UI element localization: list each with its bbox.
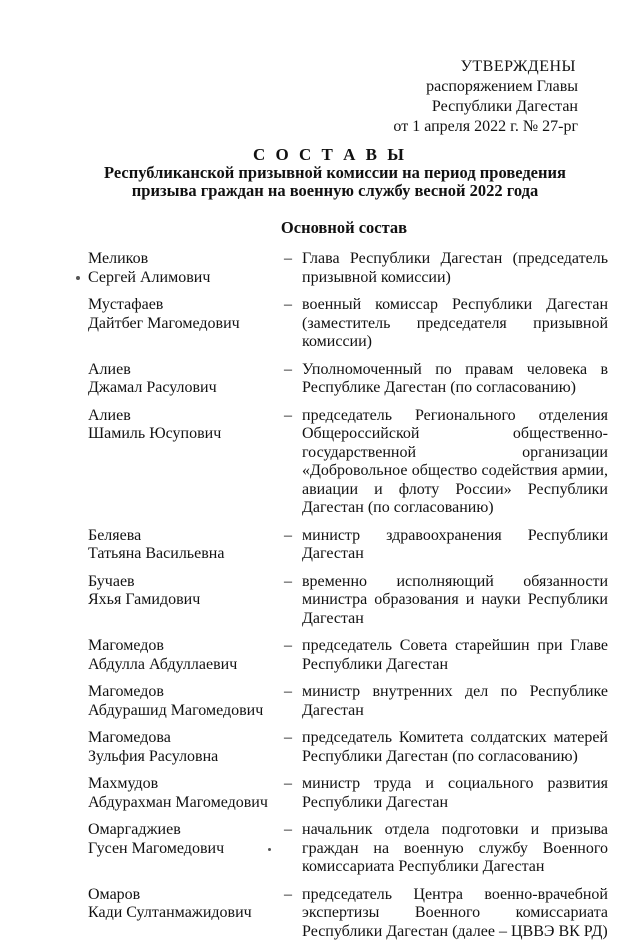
member-name	[88, 729, 284, 766]
member-role: председатель Регионального отделения Общероссийской общественно-государственной организации «Добровольное общество содействия армии, авиации и флоту России» Республики Дагестан (по согласованию)	[302, 406, 608, 516]
member-name	[88, 775, 284, 812]
member-role: военный комиссар Республики Дагестан (заместитель председателя призывной комиссии)	[302, 296, 608, 350]
member-surname: Омаргаджиев	[88, 821, 181, 838]
member-row	[88, 573, 608, 629]
member-given-names: Зульфия Расуловна	[88, 747, 219, 765]
section-title: Основной состав	[280, 218, 408, 237]
member-name	[88, 683, 284, 720]
dash-separator: –	[284, 572, 292, 590]
member-given-names: Абдулла Абдуллаевич	[88, 655, 238, 673]
dash-separator: –	[284, 775, 292, 792]
member-role: Уполномоченный по правам человека в Республике Дагестан (по согласованию)	[302, 360, 608, 396]
member-surname: Магомедов	[88, 637, 164, 654]
member-name	[88, 296, 284, 352]
dash-separator: –	[284, 821, 292, 838]
member-row	[88, 886, 608, 942]
member-given-names: Кади Султанмажидович	[88, 904, 252, 921]
member-role: Глава Республики Дагестан (председатель призывной комиссии)	[302, 250, 608, 286]
member-row	[88, 250, 608, 287]
member-row	[88, 821, 608, 877]
member-surname: Магомедова	[88, 729, 171, 746]
dash-separator: –	[284, 526, 292, 544]
member-surname: Беляева	[88, 526, 142, 544]
member-name	[88, 637, 284, 674]
member-given-names: Сергей Алимович	[88, 268, 211, 286]
member-row	[88, 527, 608, 564]
member-given-names: Абдурашид Магомедович	[88, 701, 264, 719]
member-name	[88, 250, 284, 287]
dash-separator: –	[284, 296, 292, 313]
approval-line: Республики Дагестан	[431, 98, 578, 115]
member-name	[88, 573, 284, 629]
member-given-names: Яхья Гамидович	[88, 591, 201, 608]
document-heading	[0, 146, 640, 200]
approval-title: УТВЕРЖДЕНЫ	[460, 58, 576, 75]
member-given-names: Гусен Магомедович	[88, 839, 225, 857]
member-surname: Омаров	[88, 885, 141, 903]
member-given-names: Джамал Расулович	[88, 379, 217, 396]
member-surname: Мустафаев	[88, 296, 164, 313]
dash-separator: –	[284, 406, 292, 424]
member-surname: Алиев	[88, 360, 131, 378]
member-name	[88, 886, 284, 942]
member-row	[88, 683, 608, 720]
member-surname: Бучаев	[88, 572, 135, 590]
member-given-names: Татьяна Васильевна	[88, 545, 225, 562]
member-role: начальник отдела подготовки и призыва граждан на военную службу Военного комиссариата Республики Дагестан	[302, 821, 608, 875]
member-role: председатель Комитета солдатских матерей Республики Дагестан (по согласованию)	[302, 729, 608, 765]
member-surname: Махмудов	[88, 775, 159, 792]
member-role: министр труда и социального развития Республики Дагестан	[302, 775, 608, 811]
member-given-names: Шамиль Юсупович	[88, 425, 222, 442]
dash-separator: –	[284, 250, 292, 267]
scan-speck	[76, 276, 80, 280]
member-surname: Меликов	[88, 250, 149, 267]
document-title: С О С Т А В Ы	[253, 145, 407, 164]
member-row	[88, 775, 608, 812]
dash-separator: –	[284, 683, 292, 700]
dash-separator: –	[284, 885, 292, 903]
member-row	[88, 361, 608, 398]
approval-line: распоряжением Главы	[426, 78, 578, 95]
member-name	[88, 361, 284, 398]
approval-block	[393, 57, 578, 137]
dash-separator: –	[284, 360, 292, 378]
member-name	[88, 821, 284, 877]
member-name	[88, 407, 284, 518]
members-list	[88, 250, 608, 950]
member-row	[88, 296, 608, 352]
member-given-names: Абдурахман Магомедович	[88, 793, 268, 811]
member-surname: Магомедов	[88, 683, 164, 700]
member-row	[88, 637, 608, 674]
member-role: министр здравоохранения Республики Дагестан	[302, 526, 608, 562]
dash-separator: –	[284, 637, 292, 654]
document-subtitle-line: призыва граждан на военную службу весной 2022 года	[131, 181, 539, 200]
member-role: министр внутренних дел по Республике Дагестан	[302, 683, 608, 719]
dash-separator: –	[284, 729, 292, 746]
member-name	[88, 527, 284, 564]
member-role: председатель Центра военно-врачебной экспертизы Военного комиссариата Республики Дагестан (далее – ЦВВЭ ВК РД)	[302, 885, 608, 940]
member-row	[88, 729, 608, 766]
document-subtitle-line: Республиканской призывной комиссии на период проведения	[104, 163, 566, 182]
member-role: председатель Совета старейшин при Главе Республики Дагестан	[302, 637, 608, 673]
member-given-names: Дайтбег Магомедович	[88, 314, 240, 332]
member-role: временно исполняющий обязанности министра образования и науки Республики Дагестан	[302, 572, 608, 627]
approval-date-number: от 1 апреля 2022 г. № 27-рг	[393, 118, 578, 135]
member-row	[88, 407, 608, 518]
member-surname: Алиев	[88, 406, 131, 424]
